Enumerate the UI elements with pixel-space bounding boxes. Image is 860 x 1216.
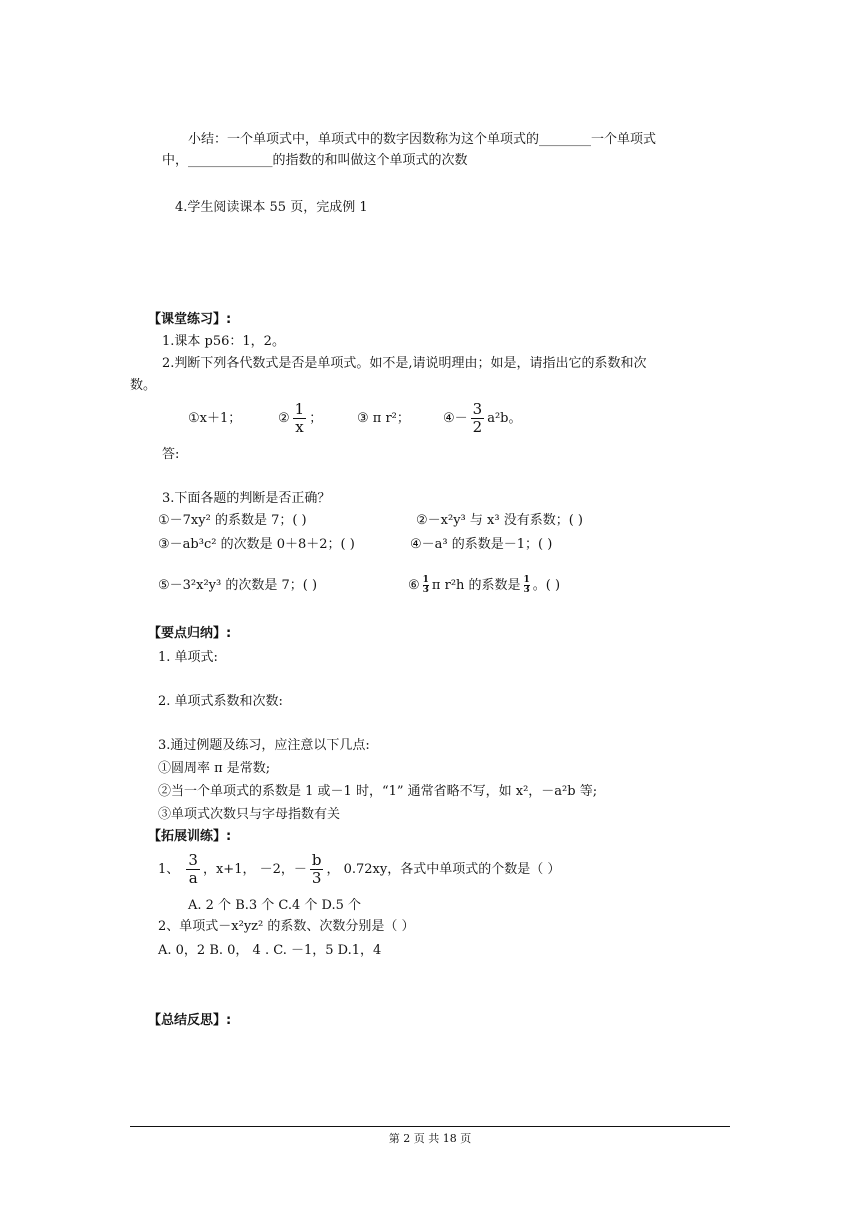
extension-q1-options: A. 2 个 B.3 个 C.4 个 D.5 个 (188, 898, 362, 913)
key-point-1: 1. 单项式: (158, 650, 218, 665)
key-point-3a: ①圆周率 π 是常数; (158, 761, 271, 776)
q3-item-2: ②－x²y³ 与 x³ 没有系数；( ) (416, 513, 583, 528)
summary-line-2: 中，_____________的指数的和叫做这个单项式的次数 (162, 153, 468, 168)
expression-1: ①x＋1； (188, 411, 242, 426)
q3-item-5: ⑤－3²x²y³ 的次数是 7；( ) (158, 578, 318, 593)
expression-3: ③ π r²； (357, 411, 410, 426)
key-points-heading: 【要点归纳】: (148, 626, 232, 641)
key-point-2: 2. 单项式系数和次数: (158, 694, 283, 709)
q3-item-1: ①－7xy² 的系数是 7；( ) (158, 513, 307, 528)
expression-2: ② $\frac{1}{x}$ ； (278, 400, 323, 436)
fraction-three-over-a: $\frac{3}{a}$ (188, 851, 198, 887)
extension-q1: 1、 $\frac{3}{a}$ ，x+1， －2，－ $\frac{b}{3}$ ， 0.72xy，各式中单项式的个数是（ ） (158, 851, 561, 887)
page-footer: 第 2 页 共 18 页 (388, 1132, 472, 1145)
extension-q2-options: A. 0，2 B. 0， 4 . C. －1，5 D.1，4 (158, 943, 382, 958)
reading-instruction: 4.学生阅读课本 55 页，完成例 1 (175, 200, 368, 215)
q3-title: 3.下面各题的判断是否正确？ (162, 491, 331, 506)
q3-item-3: ③－ab³c² 的次数是 0＋8＋2；( ) (158, 537, 355, 552)
fraction-one-over-x: $\frac{1}{x}$ (294, 400, 305, 436)
summary-line-1: 小结：一个单项式中，单项式中的数字因数称为这个单项式的________一个单项式 (188, 132, 657, 147)
footer-divider (130, 1126, 730, 1127)
fraction-one-third: $\frac{1}{3}$ (523, 575, 530, 595)
practice-q2-line2: 数。 (130, 378, 157, 393)
extension-heading: 【拓展训练】: (148, 829, 232, 844)
practice-q1: 1.课本 p56：1，2。 (162, 334, 285, 349)
expression-4: ④－ $\frac{3}{2}$ a²b。 (443, 400, 522, 436)
fraction-b-over-three: $\frac{b}{3}$ (311, 851, 322, 887)
key-point-3c: ③单项式次数只与字母指数有关 (158, 807, 341, 822)
q3-item-4: ④－a³ 的系数是－1；( ) (410, 537, 553, 552)
practice-q2-line1: 2.判断下列各代数式是否是单项式。如不是,请说明理由；如是，请指出它的系数和次 (162, 356, 647, 371)
reflection-heading: 【总结反思】: (148, 1013, 232, 1028)
extension-q2: 2、单项式－x²yz² 的系数、次数分别是（ ） (158, 919, 415, 934)
key-point-3: 3.通过例题及练习，应注意以下几点: (158, 738, 370, 753)
fraction-three-halves: $\frac{3}{2}$ (472, 400, 483, 436)
q3-item-6: ⑥ $\frac{1}{3}$ π r²h 的系数是 $\frac{1}{3}$ 。( ) (408, 575, 561, 595)
practice-heading: 【课堂练习】: (148, 312, 232, 327)
answer-label: 答: (162, 447, 180, 462)
key-point-3b: ②当一个单项式的系数是 1 或－1 时，“1” 通常省略不写，如 x²，－a²b 等; (158, 784, 598, 799)
fraction-one-third: $\frac{1}{3}$ (422, 575, 429, 595)
